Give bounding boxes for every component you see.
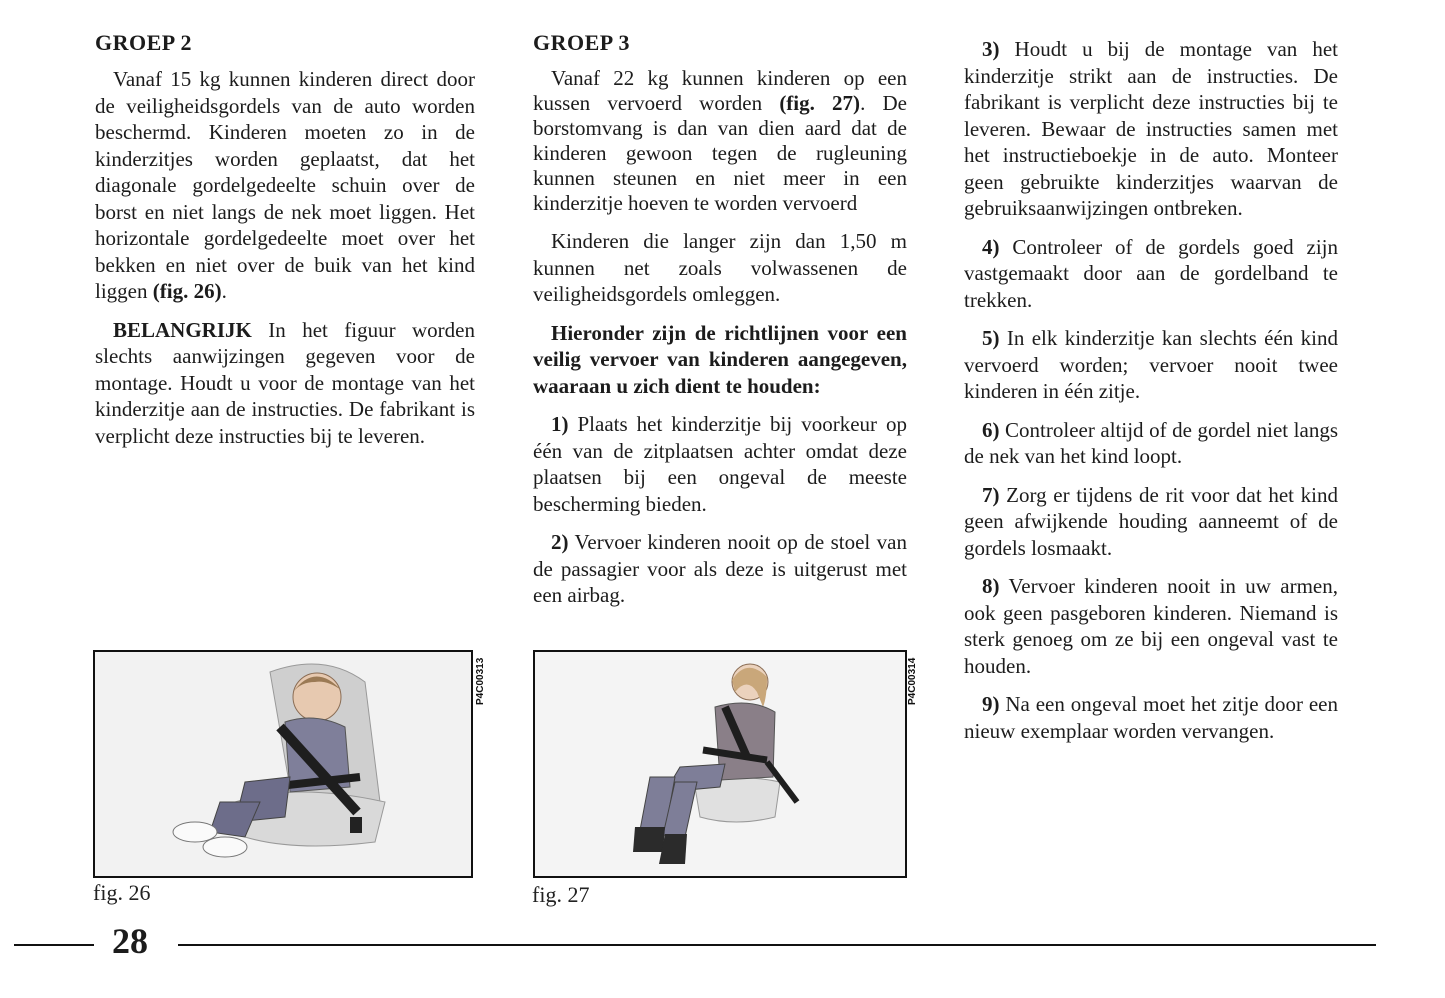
item-4-text: Controleer of de gordels goed zijn vastgemaakt door aan de gordelband te trekken. bbox=[964, 234, 1338, 312]
figure-27-child-on-cushion bbox=[533, 650, 907, 878]
guideline-item-8 bbox=[964, 573, 1338, 679]
item-4-number: 4) bbox=[982, 234, 1000, 259]
paragraph-groep-2-text: Vanaf 15 kg kunnen kinderen direct door de veiligheidsgordels van de auto worden beschermd. Kinderen moeten zo in de kinderzitjes worden geplaatst, dat het diagonale gordelgedeelte schuin over de borst en niet langs de nek moet liggen. Het horizontale gordelgedeelte moet over het bekken en niet over de buik van het kind liggen bbox=[95, 67, 475, 303]
guideline-item-7 bbox=[964, 482, 1338, 562]
item-3-text: Houdt u bij de montage van het kinderzitje strikt aan de instructies. De fabrikant is verplicht deze instructies bij te leveren. Bewaar de instructies samen met het instructieboekje in de auto. Monteer geen gebruikte kinderzitjes waarvan de gebruiksaanwijzingen ontbreken. bbox=[964, 37, 1338, 220]
guideline-item-5 bbox=[964, 325, 1338, 405]
item-1-number: 1) bbox=[551, 412, 569, 436]
paragraph-langer: Kinderen die langer zijn dan 1,50 m kunnen net zoals volwassenen de veiligheidsgordels omleggen. bbox=[533, 229, 907, 306]
item-9-number: 9) bbox=[982, 692, 1000, 716]
item-5-number: 5) bbox=[982, 326, 1000, 350]
paragraph-groep-2 bbox=[95, 66, 475, 305]
item-5-text: In elk kinderzitje kan slechts één kind vervoerd worden; vervoer nooit twee kinderen in één zitje. bbox=[964, 326, 1338, 403]
guideline-item-1 bbox=[533, 411, 907, 517]
guideline-item-3 bbox=[964, 36, 1338, 222]
column-right bbox=[964, 36, 1338, 756]
page-number: 28 bbox=[112, 921, 148, 961]
figure-26-illustration bbox=[95, 652, 471, 876]
item-6-number: 6) bbox=[982, 417, 1000, 442]
paragraph-groep-2-end: . bbox=[221, 279, 227, 303]
guideline-item-9 bbox=[964, 691, 1338, 744]
guidelines-lead: Hieronder zijn de richtlijnen voor een veilig vervoer van kinderen aangegeven, waaraan u zich dient te houden: bbox=[533, 320, 907, 398]
item-7-text: Zorg er tijdens de rit voor dat het kind geen afwijkende houding aanneemt of de gordels losmaakt. bbox=[964, 482, 1338, 560]
belangrijk-text: In het figuur worden slechts aanwijzingen gegeven voor de montage. Houdt u voor de montage van het kinderzitje aan de instructies. De fabrikant is verplicht deze instructies bij te leveren. bbox=[95, 317, 475, 448]
item-9-text: Na een ongeval moet het zitje door een nieuw exemplaar worden vervangen. bbox=[964, 692, 1338, 743]
item-8-text: Vervoer kinderen nooit in uw armen, ook geen pasgeboren kinderen. Niemand is sterk genoeg om ze bij een ongeval vast te houden. bbox=[964, 574, 1338, 678]
item-2-number: 2) bbox=[551, 530, 569, 554]
item-1-text: Plaats het kinderzitje bij voorkeur op één van de zitplaatsen achter omdat deze plaatsen bij een ongeval de meeste bescherming bieden. bbox=[533, 412, 907, 516]
belangrijk-label: BELANGRIJK bbox=[113, 317, 252, 342]
footer-rule-right bbox=[178, 944, 1376, 946]
guideline-item-2 bbox=[533, 529, 907, 609]
item-2-text: Vervoer kinderen nooit op de stoel van de passagier voor als deze is uitgerust met een airbag. bbox=[533, 530, 907, 607]
footer-rule-left bbox=[14, 944, 94, 946]
item-8-number: 8) bbox=[982, 574, 1000, 598]
figure-26-code: P4C00313 bbox=[475, 657, 486, 705]
paragraph-groep-3 bbox=[533, 66, 907, 216]
paragraph-groep-3-rest: . De borstomvang is dan van dien aard dat de kinderen gewoon tegen de rugleuning kunnen steunen en niet meer in een kinderzitje hoeven te worden vervoerd bbox=[533, 91, 907, 215]
guideline-item-4 bbox=[964, 234, 1338, 314]
paragraph-belangrijk bbox=[95, 317, 475, 450]
figure-27-caption: fig. 27 bbox=[532, 882, 590, 907]
figure-27-code: P4C00314 bbox=[907, 657, 918, 705]
fig-26-reference: (fig. 26) bbox=[152, 279, 222, 303]
item-3-number: 3) bbox=[982, 37, 1000, 61]
fig-27-reference: (fig. 27) bbox=[779, 91, 861, 115]
heading-groep-3: GROEP 3 bbox=[533, 30, 631, 55]
figure-26-caption: fig. 26 bbox=[93, 880, 151, 905]
item-6-text: Controleer altijd of de gordel niet langs de nek van het kind loopt. bbox=[964, 417, 1338, 468]
paragraph-groep-3-text: Vanaf 22 kg kunnen kinderen op een kussen vervoerd worden bbox=[533, 66, 907, 115]
figure-26-child-in-booster-seat bbox=[93, 650, 473, 878]
column-left bbox=[95, 30, 475, 461]
guideline-item-6 bbox=[964, 417, 1338, 470]
item-7-number: 7) bbox=[982, 482, 1000, 507]
figure-27-illustration bbox=[535, 652, 905, 876]
heading-groep-2: GROEP 2 bbox=[95, 30, 193, 55]
column-middle bbox=[533, 30, 907, 621]
